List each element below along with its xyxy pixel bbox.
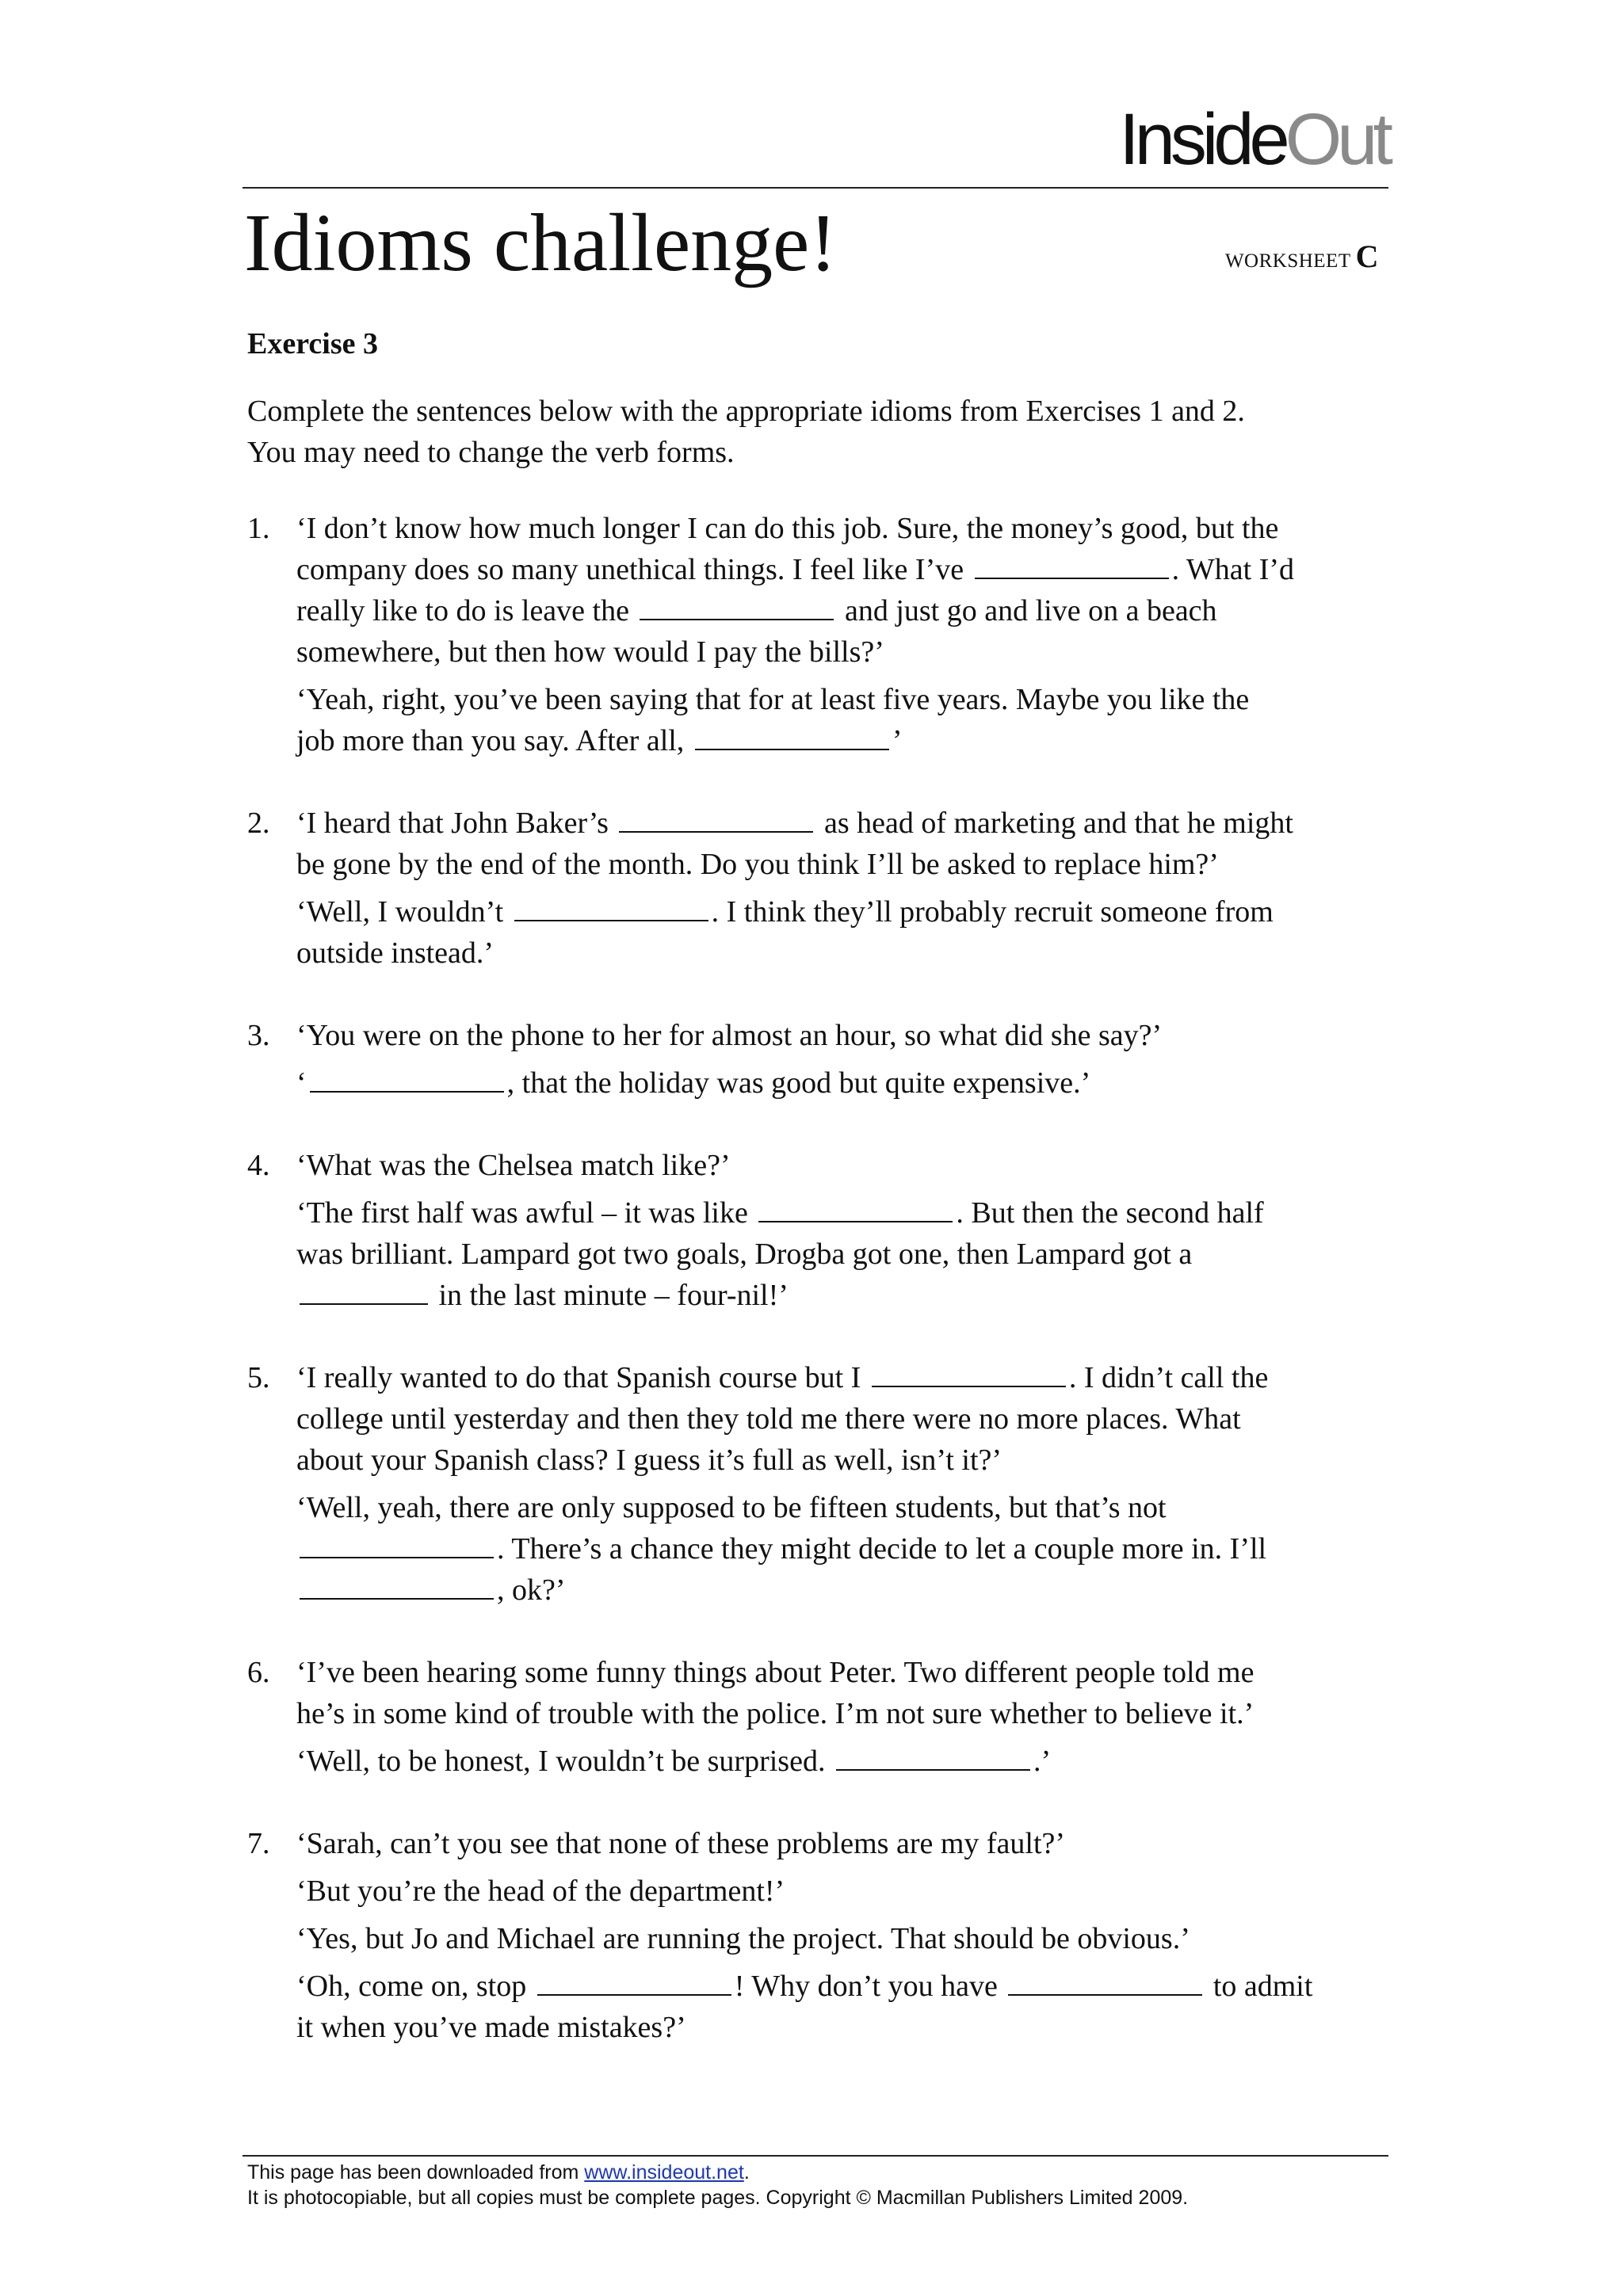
text-line: ‘You were on the phone to her for almost an hour, so what did she say?’: [296, 1019, 1163, 1052]
text-segment: . I didn’t call the: [1068, 1361, 1269, 1394]
item-paragraph: [296, 1823, 1388, 1864]
text-line: it when you’ve made mistakes?’: [296, 2011, 686, 2044]
text-line: [296, 1062, 1388, 1104]
text-line: ‘What was the Chelsea match like?’: [296, 1149, 731, 1182]
logo-out-text: Out: [1285, 99, 1388, 180]
answer-blank[interactable]: [640, 590, 834, 620]
answer-blank[interactable]: [300, 1528, 494, 1558]
footer-link[interactable]: www.insideout.net: [584, 2161, 744, 2183]
text-line: about your Spanish class? I guess it’s full as well, isn’t it?’: [296, 1444, 1002, 1477]
text-segment: in the last minute – four-nil!’: [438, 1279, 789, 1312]
exercise-item-6: [247, 1652, 1388, 1782]
text-line: [296, 803, 1388, 844]
text-segment: ! Why don’t you have: [734, 1970, 998, 2003]
worksheet-label-text: WORKSHEET: [1224, 250, 1351, 272]
answer-blank[interactable]: [872, 1357, 1066, 1387]
text-line: somewhere, but then how would I pay the bills?’: [296, 635, 884, 669]
text-line: ‘But you’re the head of the department!’: [296, 1875, 785, 1908]
item-paragraph: [296, 1918, 1388, 1959]
exercise-heading: Exercise 3: [247, 327, 378, 360]
text-line: [296, 1966, 1388, 2007]
exercise-item-4: [247, 1145, 1388, 1316]
text-segment: ‘: [296, 1066, 307, 1100]
text-segment: company does so many unethical things. I feel like I’ve: [296, 553, 964, 586]
answer-blank[interactable]: [975, 549, 1169, 579]
item-paragraph: [296, 1015, 1388, 1056]
answer-blank[interactable]: [514, 891, 708, 921]
page-footer: [247, 2160, 1188, 2210]
text-segment: . There’s a chance they might decide to let a couple more in. I’ll: [497, 1532, 1267, 1566]
text-segment: ‘I heard that John Baker’s: [296, 807, 609, 840]
text-line: ‘Yeah, right, you’ve been saying that for at least five years. Maybe you like the: [296, 683, 1250, 716]
text-line: college until yesterday and then they told me there were no more places. What: [296, 1402, 1241, 1436]
exercise-item-2: [247, 803, 1388, 974]
footer-line-1: [247, 2160, 1188, 2185]
text-line: [296, 891, 1388, 933]
text-line: ‘Well, yeah, there are only supposed to be fifteen students, but that’s not: [296, 1491, 1167, 1524]
text-segment: really like to do is leave the: [296, 594, 629, 627]
text-line: [296, 1741, 1388, 1782]
text-line: ‘Sarah, can’t you see that none of these problems are my fault?’: [296, 1827, 1066, 1860]
answer-blank[interactable]: [836, 1741, 1030, 1771]
item-number: 5.: [247, 1361, 270, 1394]
exercise-item-7: [247, 1823, 1388, 2048]
text-segment: ‘Oh, come on, stop: [296, 1970, 527, 2003]
item-paragraph: [296, 1145, 1388, 1186]
item-paragraph: [296, 1487, 1388, 1611]
text-line: [296, 1569, 1388, 1611]
text-line: ‘Yes, but Jo and Michael are running the project. That should be obvious.’: [296, 1922, 1190, 1955]
exercise-item-5: [247, 1357, 1388, 1611]
item-number: 4.: [247, 1149, 270, 1182]
answer-blank[interactable]: [758, 1192, 953, 1222]
item-paragraph: [296, 1357, 1388, 1481]
footer-text: This page has been downloaded from: [247, 2161, 579, 2183]
item-number: 2.: [247, 807, 270, 840]
text-segment: . But then the second half: [956, 1196, 1264, 1230]
text-line: ‘I’ve been hearing some funny things about Peter. Two different people told me: [296, 1656, 1254, 1689]
inside-out-logo: [1119, 99, 1388, 180]
worksheet-letter: C: [1355, 238, 1379, 274]
item-number: 3.: [247, 1019, 270, 1052]
answer-blank[interactable]: [619, 803, 813, 833]
item-paragraph: [296, 1652, 1388, 1734]
footer-line-2: It is photocopiable, but all copies must be complete pages. Copyright © Macmillan Publishers Limited 2009.: [247, 2187, 1189, 2209]
item-paragraph: [296, 679, 1388, 761]
text-line: he’s in some kind of trouble with the police. I’m not sure whether to believe it.’: [296, 1697, 1254, 1730]
instructions: [247, 391, 1404, 473]
text-segment: ‘The first half was awful – it was like: [296, 1196, 748, 1230]
text-line: be gone by the end of the month. Do you think I’ll be asked to replace him?’: [296, 848, 1219, 881]
item-number: 1.: [247, 512, 270, 545]
instruction-line: Complete the sentences below with the appropriate idioms from Exercises 1 and 2.: [247, 395, 1245, 428]
answer-blank[interactable]: [537, 1966, 731, 1996]
text-line: outside instead.’: [296, 936, 495, 970]
answer-blank[interactable]: [300, 1569, 494, 1600]
answer-blank[interactable]: [695, 720, 889, 750]
text-segment: to admit: [1212, 1970, 1313, 2003]
text-segment: . I think they’ll probably recruit someone from: [711, 895, 1274, 929]
text-segment: .’: [1033, 1745, 1052, 1778]
text-line: [296, 1192, 1388, 1234]
worksheet-label: [1225, 238, 1379, 275]
item-paragraph: [296, 1192, 1388, 1316]
header-rule: [242, 187, 1388, 189]
item-paragraph: [296, 1871, 1388, 1912]
text-line: was brilliant. Lampard got two goals, Drogba got one, then Lampard got a: [296, 1238, 1193, 1271]
text-line: [296, 720, 1388, 761]
text-line: [296, 590, 1388, 631]
text-segment: job more than you say. After all,: [296, 724, 685, 757]
instruction-line: You may need to change the verb forms.: [247, 436, 735, 469]
text-line: [296, 549, 1388, 590]
item-paragraph: [296, 1062, 1388, 1104]
page-title: Idioms challenge!: [244, 197, 837, 288]
text-segment: ’: [892, 724, 903, 757]
text-line: ‘I don’t know how much longer I can do this job. Sure, the money’s good, but the: [296, 512, 1279, 545]
text-segment: as head of marketing and that he might: [823, 807, 1293, 840]
item-paragraph: [296, 891, 1388, 974]
answer-blank[interactable]: [310, 1062, 504, 1093]
text-line: [296, 1528, 1388, 1569]
text-segment: ‘I really wanted to do that Spanish course but I: [296, 1361, 861, 1394]
text-segment: ‘Well, I wouldn’t: [296, 895, 504, 929]
answer-blank[interactable]: [300, 1275, 428, 1305]
text-segment: , that the holiday was good but quite expensive.’: [506, 1066, 1091, 1100]
item-number: 6.: [247, 1656, 270, 1689]
logo-inside-text: Inside: [1119, 99, 1285, 180]
text-line: [296, 1275, 1388, 1316]
text-line: [296, 1357, 1388, 1398]
text-segment: and just go and live on a beach: [844, 594, 1217, 627]
exercise-item-3: [247, 1015, 1388, 1104]
item-paragraph: [296, 508, 1388, 673]
exercise-items: [247, 508, 1388, 2048]
item-paragraph: [296, 1966, 1388, 2048]
text-segment: . What I’d: [1171, 553, 1295, 586]
item-paragraph: [296, 1741, 1388, 1782]
item-paragraph: [296, 803, 1388, 885]
footer-text: .: [743, 2161, 750, 2183]
item-number: 7.: [247, 1827, 270, 1860]
text-segment: ‘Well, to be honest, I wouldn’t be surprised.: [296, 1745, 826, 1778]
text-segment: , ok?’: [497, 1573, 566, 1607]
exercise-item-1: [247, 508, 1388, 761]
answer-blank[interactable]: [1008, 1966, 1202, 1996]
footer-rule: [242, 2155, 1388, 2157]
